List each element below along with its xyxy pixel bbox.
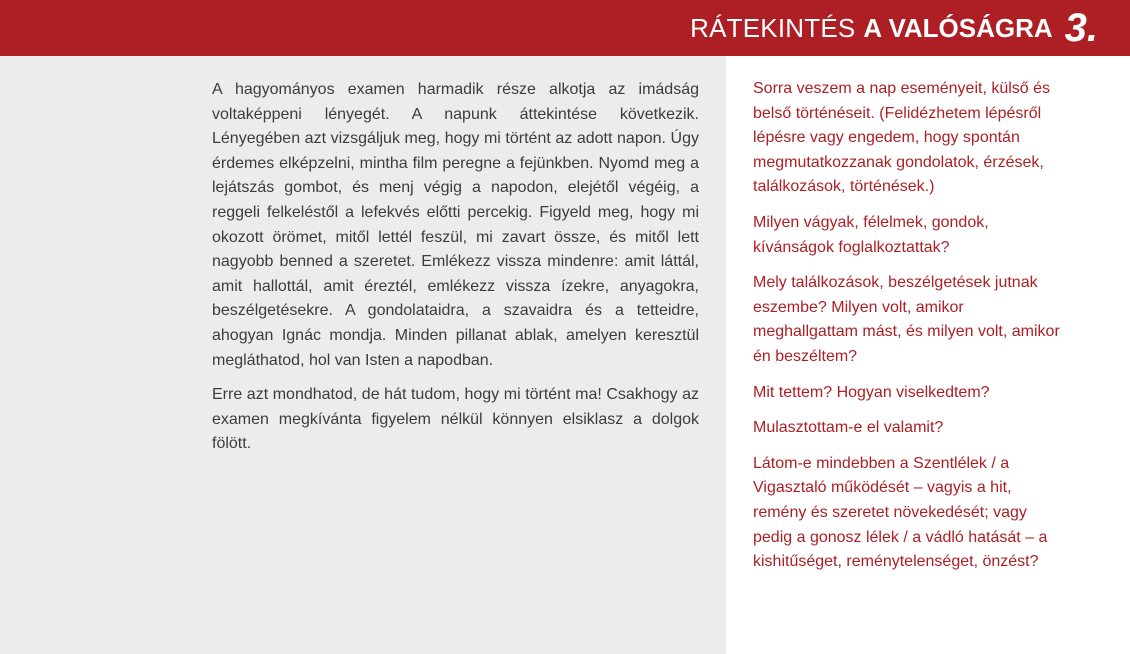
questions-sidebar <box>726 56 1130 654</box>
questions-list <box>753 77 1065 586</box>
question-1: Sorra veszem a nap eseményeit, külső és belső történéseit. (Felidézhetem lépésről lépésre vagy engedem, hogy spontán megmutatkozzanak gondolatok, érzések, találkozások, történések.) <box>753 80 1051 196</box>
question-5: Mulasztottam-e el valamit? <box>753 419 944 437</box>
question-3: Mely találkozások, beszélgetések jutnak eszembe? Milyen volt, amikor meghallgattam mást, és milyen volt, amikor én beszéltem? <box>753 274 1060 365</box>
question-4: Mit tettem? Hogyan viselkedtem? <box>753 383 990 401</box>
main-text-column <box>212 78 699 467</box>
body-paragraph-1: A hagyományos examen harmadik része alkotja az imádság voltaképpeni lényegét. A napunk áttekintése következik. Lényegében azt vizsgáljuk meg, hogy mi történt az adott napon. Úgy érdemes elképzelni, mintha film peregne a fejünkben. Nyomd meg a lejátszás gombot, és menj végig a napodon, elejétől végéig, a reggeli felkeléstől a lefekvés előtti percekig. Figyeld meg, hogy mi okozott örömet, mitől lettél feszül, mi zavart össze, és mitől lett nagyobb benned a szeretet. Emlékezz vissza mindenre: amit láttál, amit hallottál, amit éreztél, emlékezz vissza ízekre, anyagokra, beszélgetésekre. A gondolataidra, a szavaidra és a tetteidre, ahogyan Ignác mondja. Minden pillanat ablak, amelyen keresztül megláthatod, hol van Isten a napodban. <box>212 81 699 369</box>
header-bar <box>0 0 1130 56</box>
question-6: Látom-e mindebben a Szentlélek / a Vigasztaló működését – vagyis a hit, remény és szeretet növekedését; vagy pedig a gonosz lélek / a vádló hatását – a kishitűséget, reménytelenséget, önzést? <box>753 454 1048 571</box>
section-title <box>690 0 1098 56</box>
chapter-number: 3. <box>1064 6 1098 50</box>
section-title-part1: RÁTEKINTÉS <box>690 12 856 43</box>
section-title-part2: A VALÓSÁGRA <box>863 12 1053 43</box>
body-paragraph-2: Erre azt mondhatod, de hát tudom, hogy mi történt ma! Csakhogy az examen megkívánta figyelem nélkül könnyen elsiklasz a dolgok fölött. <box>212 386 699 453</box>
question-2: Milyen vágyak, félelmek, gondok, kívánságok foglalkoztattak? <box>753 213 989 256</box>
